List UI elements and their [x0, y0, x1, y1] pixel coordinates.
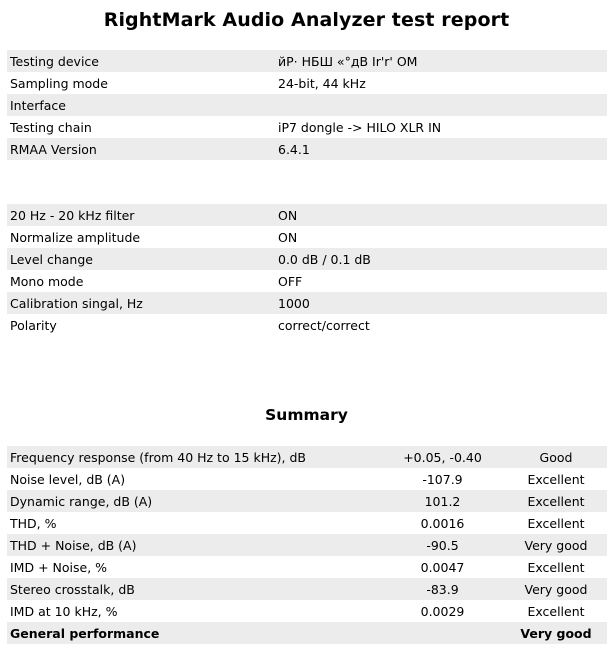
row-label: Dynamic range, dB (A): [7, 490, 380, 512]
row-label: Frequency response (from 40 Hz to 15 kHz), dB: [7, 446, 380, 468]
row-value: [380, 622, 505, 644]
row-label: Interface: [7, 94, 275, 116]
row-value: 24-bit, 44 kHz: [278, 75, 366, 91]
row-rating: Excellent: [527, 603, 585, 619]
table-row: [7, 72, 607, 94]
table-row: [7, 578, 607, 600]
table-row: [7, 512, 607, 534]
row-value: ON: [275, 204, 607, 226]
row-value: 0.0016: [420, 515, 465, 531]
row-rating: Very good: [505, 578, 607, 600]
table-row: [7, 446, 607, 468]
row-label: Calibration singal, Hz: [7, 292, 275, 314]
row-label: Polarity: [10, 317, 57, 333]
row-label: Stereo crosstalk, dB: [7, 578, 380, 600]
row-value: correct/correct: [278, 317, 370, 333]
row-rating: Excellent: [505, 490, 607, 512]
row-label: Level change: [7, 248, 275, 270]
row-value: iP7 dongle -> HILO XLR IN: [278, 119, 442, 135]
table-row: [7, 292, 607, 314]
row-value: -90.5: [380, 534, 505, 556]
report-title: RightMark Audio Analyzer test report: [103, 9, 510, 31]
row-rating: Good: [505, 446, 607, 468]
table-row: [7, 138, 607, 160]
table-row: [7, 600, 607, 622]
row-value: 6.4.1: [275, 138, 607, 160]
table-row: [7, 50, 607, 72]
row-rating: Excellent: [527, 515, 585, 531]
row-value: OFF: [278, 273, 303, 289]
table-row: [7, 270, 607, 292]
row-label: IMD at 10 kHz, %: [10, 603, 118, 619]
settings-table: [7, 204, 607, 336]
table-row: [7, 116, 607, 138]
device-info-table: [7, 50, 607, 160]
row-label: Noise level, dB (A): [10, 471, 126, 487]
row-rating: Excellent: [527, 471, 585, 487]
row-value: 1000: [275, 292, 607, 314]
row-label: Mono mode: [10, 273, 84, 289]
summary-table: [7, 446, 607, 644]
row-value: йР· НБШ «°дВ Ir'r' OM: [275, 50, 607, 72]
row-label: THD, %: [10, 515, 57, 531]
row-value: 0.0 dB / 0.1 dB: [275, 248, 607, 270]
table-row: [7, 204, 607, 226]
row-label: 20 Hz - 20 kHz filter: [7, 204, 275, 226]
table-row: [7, 556, 607, 578]
table-row: [7, 534, 607, 556]
summary-heading: Summary: [265, 406, 348, 424]
general-performance-row: [7, 622, 607, 644]
row-label: RMAA Version: [7, 138, 275, 160]
row-label: Normalize amplitude: [10, 229, 141, 245]
table-row: [7, 468, 607, 490]
row-value: 0.0029: [420, 603, 465, 619]
row-label: THD + Noise, dB (A): [7, 534, 380, 556]
row-value: ON: [278, 229, 298, 245]
row-rating: Very good: [505, 622, 607, 644]
row-value: -107.9: [422, 471, 463, 487]
row-rating: Excellent: [527, 559, 585, 575]
row-rating: Very good: [505, 534, 607, 556]
row-label: General performance: [7, 622, 380, 644]
row-value: -83.9: [380, 578, 505, 600]
row-value: +0.05, -0.40: [380, 446, 505, 468]
row-label: Sampling mode: [10, 75, 108, 91]
row-value: [275, 94, 607, 116]
row-label: Testing device: [7, 50, 275, 72]
table-row: [7, 490, 607, 512]
row-value: 101.2: [380, 490, 505, 512]
row-label: Testing chain: [10, 119, 92, 135]
table-row: [7, 314, 607, 336]
table-row: [7, 226, 607, 248]
table-row: [7, 248, 607, 270]
row-value: 0.0047: [420, 559, 465, 575]
table-row: [7, 94, 607, 116]
row-label: IMD + Noise, %: [10, 559, 108, 575]
